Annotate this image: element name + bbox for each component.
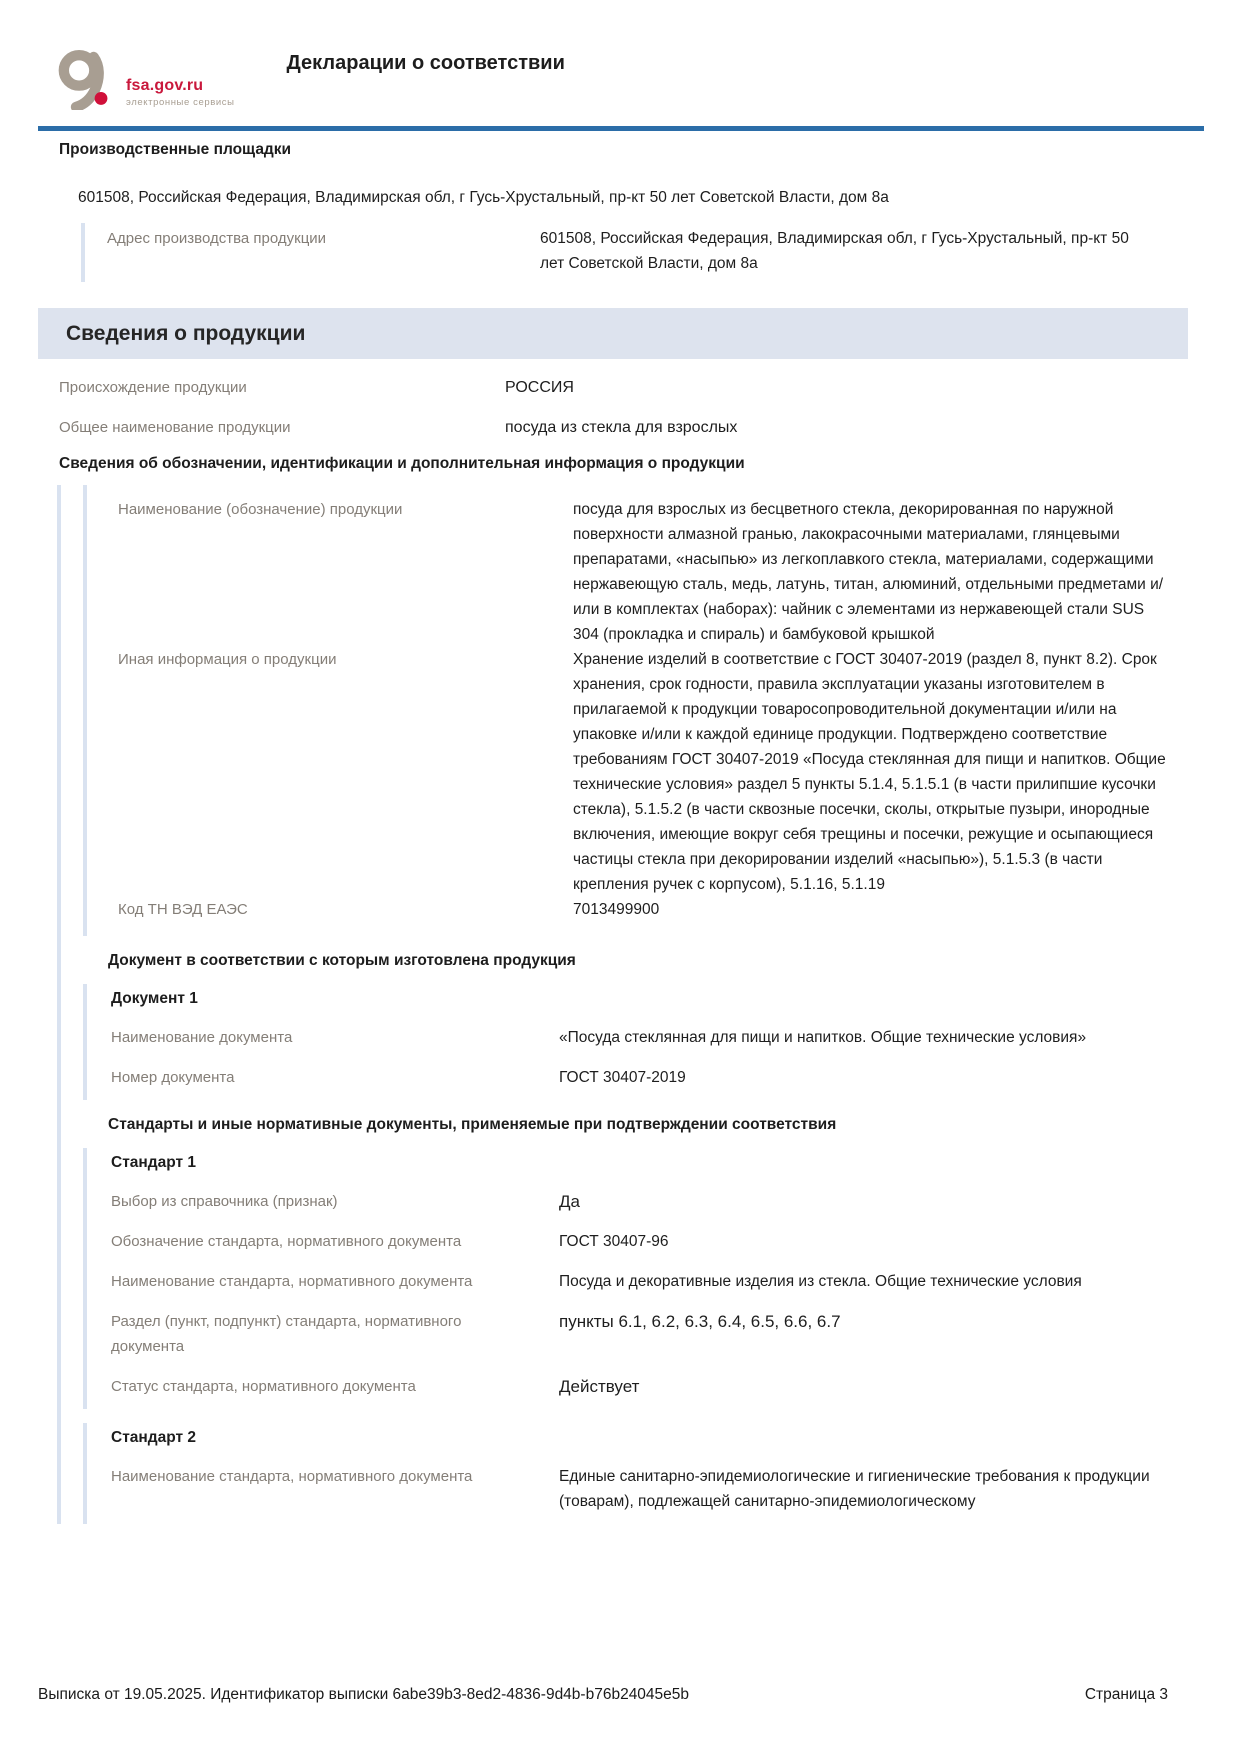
fsa-logo-text bbox=[126, 77, 235, 108]
row-value: ГОСТ 30407-2019 bbox=[559, 1069, 686, 1086]
standards-heading: Стандарты и иные нормативные документы, применяемые при подтверждении соответствия bbox=[108, 1116, 837, 1133]
tnved-code-row bbox=[118, 897, 1188, 922]
document-name-row bbox=[111, 1025, 1188, 1050]
product-info-banner: Сведения о продукции bbox=[38, 308, 1188, 359]
standard-designation-row bbox=[111, 1229, 1188, 1254]
header bbox=[55, 0, 1188, 110]
other-info-row bbox=[118, 647, 1188, 897]
row-label: Статус стандарта, нормативного документа bbox=[111, 1378, 416, 1395]
row-label: Выбор из справочника (признак) bbox=[111, 1193, 338, 1210]
row-label: Наименование стандарта, нормативного документа bbox=[111, 1468, 473, 1485]
reference-flag-row bbox=[111, 1189, 1188, 1214]
document-1-block bbox=[83, 984, 1188, 1100]
common-name-row bbox=[59, 415, 1188, 440]
header-rule bbox=[38, 126, 1204, 131]
row-value: ГОСТ 30407-96 bbox=[559, 1233, 669, 1250]
row-label: Код ТН ВЭД ЕАЭС bbox=[118, 901, 248, 918]
footer-extract-info: Выписка от 19.05.2025. Идентификатор выписки 6abe39b3-8ed2-4836-9d4b-b76b24045e5b bbox=[38, 1686, 690, 1703]
page-footer bbox=[38, 1686, 1168, 1704]
document-number-row bbox=[111, 1065, 1188, 1090]
row-value: посуда из стекла для взрослых bbox=[505, 419, 738, 436]
row-value: пункты 6.1, 6.2, 6.3, 6.4, 6.5, 6.6, 6.7 bbox=[559, 1312, 841, 1331]
product-info-rows bbox=[59, 375, 1188, 440]
fsa-logo bbox=[55, 46, 235, 110]
fsa-shield-a-icon bbox=[55, 46, 119, 110]
row-label: Наименование (обозначение) продукции bbox=[118, 501, 403, 518]
address-row bbox=[107, 226, 1188, 276]
row-value: 601508, Российская Федерация, Владимирская обл, г Гусь-Хрустальный, пр-кт 50 лет Советской Власти, дом 8а bbox=[540, 230, 1129, 272]
footer-page-number: Страница 3 bbox=[1084, 1686, 1168, 1703]
identification-heading: Сведения об обозначении, идентификации и дополнительная информация о продукции bbox=[59, 455, 745, 472]
row-value: Единые санитарно-эпидемиологические и гигиенические требования к продукции (товарам), подлежащей санитарно-эпидемиологическому bbox=[559, 1468, 1150, 1510]
page-title: Декларации о соответствии bbox=[286, 52, 565, 74]
document-1-title: Документ 1 bbox=[111, 990, 198, 1007]
standard-2-title: Стандарт 2 bbox=[111, 1429, 197, 1446]
production-address-block bbox=[81, 223, 1188, 282]
standard-1-title: Стандарт 1 bbox=[111, 1154, 197, 1171]
fsa-brand: fsa.gov.ru bbox=[126, 77, 204, 94]
row-value: Посуда и декоративные изделия из стекла. Общие технические условия bbox=[559, 1273, 1082, 1290]
standard-1-block bbox=[83, 1148, 1188, 1409]
standard-2-block bbox=[83, 1423, 1188, 1524]
fsa-tagline: электронные сервисы bbox=[126, 97, 235, 108]
identification-inner-block bbox=[83, 485, 1188, 936]
row-value: РОССИЯ bbox=[505, 379, 574, 396]
row-label: Общее наименование продукции bbox=[59, 419, 291, 436]
row-value: посуда для взрослых из бесцветного стекла, декорированная по наружной поверхности алмазной гранью, лакокрасочными материалами, глянцевыми препаратами, «насыпью» из легкоплавкого стекла, материалами, содержащими нержавеющую сталь, медь, латунь, титан, алюминий, отдельными предметами и/или в комплектах (наборах): чайник с элементами из нержавеющей стали SUS 304 (прокладка и спираль) и бамбуковой крышкой bbox=[573, 501, 1164, 643]
manufacture-document-heading: Документ в соответствии с которым изготовлена продукция bbox=[108, 952, 576, 969]
row-label: Обозначение стандарта, нормативного документа bbox=[111, 1233, 462, 1250]
product-designation-row bbox=[118, 497, 1188, 647]
row-label: Наименование документа bbox=[111, 1029, 293, 1046]
row-label: Номер документа bbox=[111, 1069, 235, 1086]
identification-outer-block bbox=[57, 485, 1188, 1524]
standard-name-row bbox=[111, 1269, 1188, 1294]
standard-status-row bbox=[111, 1374, 1188, 1399]
production-sites-heading: Производственные площадки bbox=[59, 141, 292, 158]
row-label: Адрес производства продукции bbox=[107, 230, 327, 247]
row-label: Происхождение продукции bbox=[59, 379, 247, 396]
row-value: «Посуда стеклянная для пищи и напитков. Общие технические условия» bbox=[559, 1029, 1087, 1046]
row-value: Хранение изделий в соответствие с ГОСТ 30407-2019 (раздел 8, пункт 8.2). Срок хранения, срок годности, правила эксплуатации указаны изготовителем в прилагаемой к продукции товаросопроводительной документации и/или на упаковке и/или к каждой единице продукции. Подтверждено соответствие требованиям ГОСТ 30407-2019 «Посуда стеклянная для пищи и напитков. Общие технические условия» раздел 5 пункты 5.1.4, 5.1.5.1 (в части прилипшие кусочки стекла), 5.1.5.2 (в части сквозные посечки, сколы, открытые пузыри, инородные включения, имеющие вокруг себя трещины и посечки, режущие и осыпающиеся частицы стекла при декорировании изделий «насыпью»), 5.1.5.3 (в части крепления ручек с корпусом), 5.1.16, 5.1.19 bbox=[573, 651, 1166, 893]
row-value: 7013499900 bbox=[573, 901, 660, 918]
standard-section-row bbox=[111, 1309, 1188, 1359]
row-label: Иная информация о продукции bbox=[118, 651, 337, 668]
row-label: Наименование стандарта, нормативного документа bbox=[111, 1273, 473, 1290]
row-value: Действует bbox=[559, 1377, 640, 1396]
production-address-line: 601508, Российская Федерация, Владимирская обл, г Гусь-Хрустальный, пр-кт 50 лет Советской Власти, дом 8а bbox=[78, 189, 889, 206]
row-value: Да bbox=[559, 1192, 580, 1211]
origin-row bbox=[59, 375, 1188, 400]
standard-name-row bbox=[111, 1464, 1188, 1514]
row-label: Раздел (пункт, подпункт) стандарта, нормативного документа bbox=[111, 1313, 462, 1355]
